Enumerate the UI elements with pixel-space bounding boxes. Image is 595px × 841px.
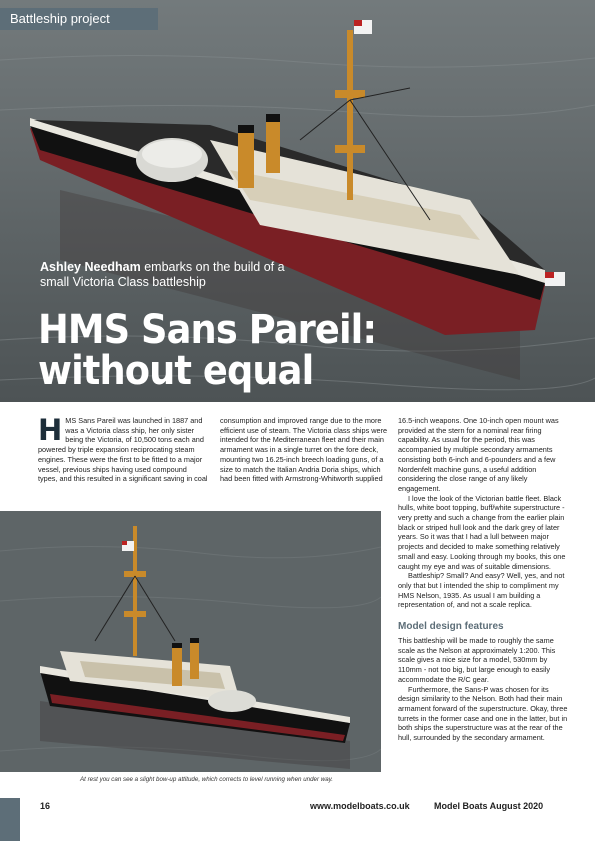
paragraph: Battleship? Small? And easy? Well, yes, and not only that but I intended the ship to compliment my HMS Nelson, 1935. As usual I am building a representation of, and not a scale replica. [398,571,565,610]
paragraph-text: MS Sans Pareil was launched in 1887 and was a Victoria class ship, her only sister being the Victoria, of 10,500 tons each and powered by triple expansion reciprocating steam engines. These were the first to be fitted to a major vessel, previous ships having used compound types, and this resulted in a significant saving in coal [38,416,208,484]
body-column-1 [38,416,208,510]
ship-photo-at-rest [0,511,381,772]
hero-photo [0,0,595,402]
paragraph: 16.5-inch weapons. One 10-inch open mount was provided at the stern for a nominal rear firing capability. As usual for the period, this was accompanied by multiple secondary armaments consisting both 6-inch and 6-pounders and a few Nordenfelt machine guns, a useful addition considering the close range of any likely engagement. [398,416,559,493]
paragraph [38,416,208,484]
paragraph: This battleship will be made to roughly the same scale as the Nelson at approximately 1:200. This scale gives a nice size for a model, 530mm by 110mm - not too big, but large enough to easily accommodate the R/C gear. [398,636,556,684]
section-tag-label: Battleship project [10,11,110,26]
photo-caption: At rest you can see a slight bow-up attitude, which corrects to level running when under way. [80,776,334,783]
body-column-2 [220,416,390,510]
website-link[interactable]: www.modelboats.co.uk [310,801,410,811]
headline [38,307,406,394]
author-name: Ashley Needham [40,260,141,274]
headline-line-2: without equal [38,348,314,394]
page-number: 16 [40,801,51,811]
paragraph: consumption and improved range due to the more efficient use of steam. The Victoria class ships were intended for the Mediterranean fleet and their main armament was in a single turret on the fore deck, mounting two 16.25-inch breech loading guns, of a size to match the Italian Andria Doria ships, which had been fitted with Armstrong-Whitworth supplied [220,416,388,484]
standfirst-text: embarks on the build of a small Victoria Class battleship [40,260,285,289]
footer-accent-bar [0,798,20,841]
paragraph: I love the look of the Victorian battle fleet. Black hulls, white boot topping, buff/white superstructure - very pretty and such a change from the earlier plain black or striped hull look and the dark grey of later years. So it was that I had a lull between major projects and decided to make something relatively small and easy. Looking through my books, this one caught my eye and was of suitable dimensions. [398,493,566,571]
paragraph: Furthermore, the Sans-P was chosen for its design similarity to the Nelson. Both had their main armament forward of the superstructure. Okay, three turrets in the former case and one in the latter, but in both ships the superstructure was at the rear of the hull, surrounded by the secondary armament. [398,684,568,743]
drop-cap: H [38,416,63,447]
standfirst [40,260,290,290]
magazine-issue: Model Boats August 2020 [434,801,544,811]
headline-line-1: HMS Sans Pareil: [38,307,377,353]
ship-photo-secondary [0,511,381,772]
subheading: Model design features [398,621,504,633]
section-tag [0,8,158,30]
body-column-3 [398,416,568,786]
